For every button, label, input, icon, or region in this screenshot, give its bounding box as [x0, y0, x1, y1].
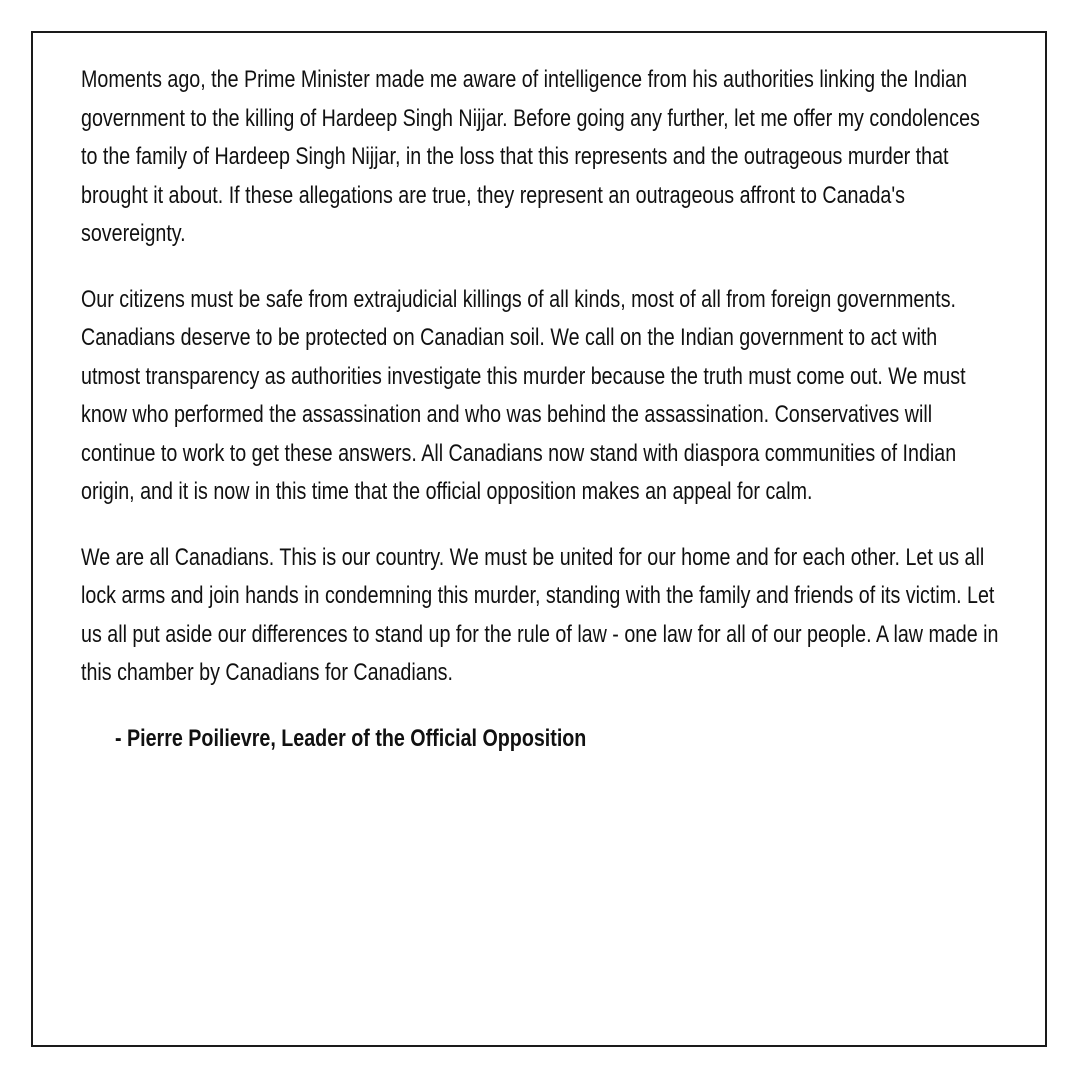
- statement-paragraph-1: Moments ago, the Prime Minister made me aware of intelligence from his authorities linking the Indian government to the killing of Hardeep Singh Nijjar. Before going any further, let me offer my condolences to the family of Hardeep Singh Nijjar, in the loss that this represents and the outrageous murder that brought it about. If these allegations are true, they represent an outrageous affront to Canada's sovereignty.: [81, 66, 980, 247]
- statement-paragraph-2: Our citizens must be safe from extrajudicial killings of all kinds, most of all from foreign governments. Canadians deserve to be protected on Canadian soil. We call on the Indian government to act with utmost transparency as authorities investigate this murder because the truth must come out. We must know who performed the assassination and who was behind the assassination. Conservatives will continue to work to get these answers. All Canadians now stand with diaspora communities of Indian origin, and it is now in this time that the official opposition makes an appeal for calm.: [81, 285, 966, 505]
- statement-paragraph-3: We are all Canadians. This is our country. We must be united for our home and for each other. Let us all lock arms and join hands in condemning this murder, standing with the family and friends of its victim. Let us all put aside our differences to stand up for the rule of law - one law for all of our people. A law made in this chamber by Canadians for Canadians.: [81, 543, 999, 686]
- statement-signature: - Pierre Poilievre, Leader of the Official Opposition: [115, 724, 587, 752]
- statement-frame: [31, 31, 1047, 1047]
- statement-body: [81, 61, 1001, 758]
